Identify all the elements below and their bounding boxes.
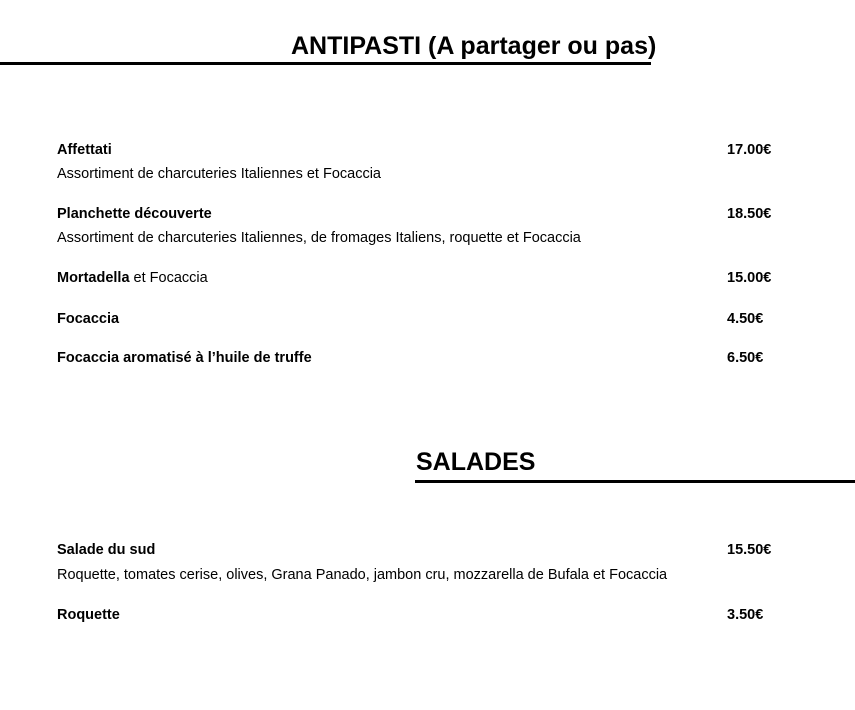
item-name-line — [57, 269, 208, 287]
item-description: Roquette, tomates cerise, olives, Grana Panado, jambon cru, mozzarella de Bufala et Focaccia — [57, 567, 668, 583]
item-price: 3.50€ — [727, 607, 764, 623]
item-price: 17.00€ — [727, 142, 772, 158]
item-name: Affettati — [57, 142, 112, 158]
antipasti-underline — [0, 62, 651, 65]
item-name: Planchette découverte — [57, 206, 212, 222]
item-description: Assortiment de charcuteries Italiennes et Focaccia — [57, 166, 381, 182]
antipasti-title: ANTIPASTI (A partager ou pas) — [291, 32, 657, 60]
item-name: Focaccia aromatisé à l’huile de truffe — [57, 350, 312, 366]
item-name-suffix: et Focaccia — [129, 270, 208, 286]
item-price: 15.00€ — [727, 270, 772, 286]
salades-title: SALADES — [416, 448, 536, 476]
item-name: Focaccia — [57, 311, 120, 327]
item-name: Roquette — [57, 607, 120, 623]
item-price: 15.50€ — [727, 542, 772, 558]
item-name: Salade du sud — [57, 542, 156, 558]
item-name: Mortadella — [57, 270, 130, 286]
item-price: 18.50€ — [727, 206, 772, 222]
item-price: 4.50€ — [727, 311, 764, 327]
salades-underline — [415, 480, 855, 483]
item-price: 6.50€ — [727, 350, 764, 366]
item-description: Assortiment de charcuteries Italiennes, de fromages Italiens, roquette et Focaccia — [57, 230, 581, 246]
